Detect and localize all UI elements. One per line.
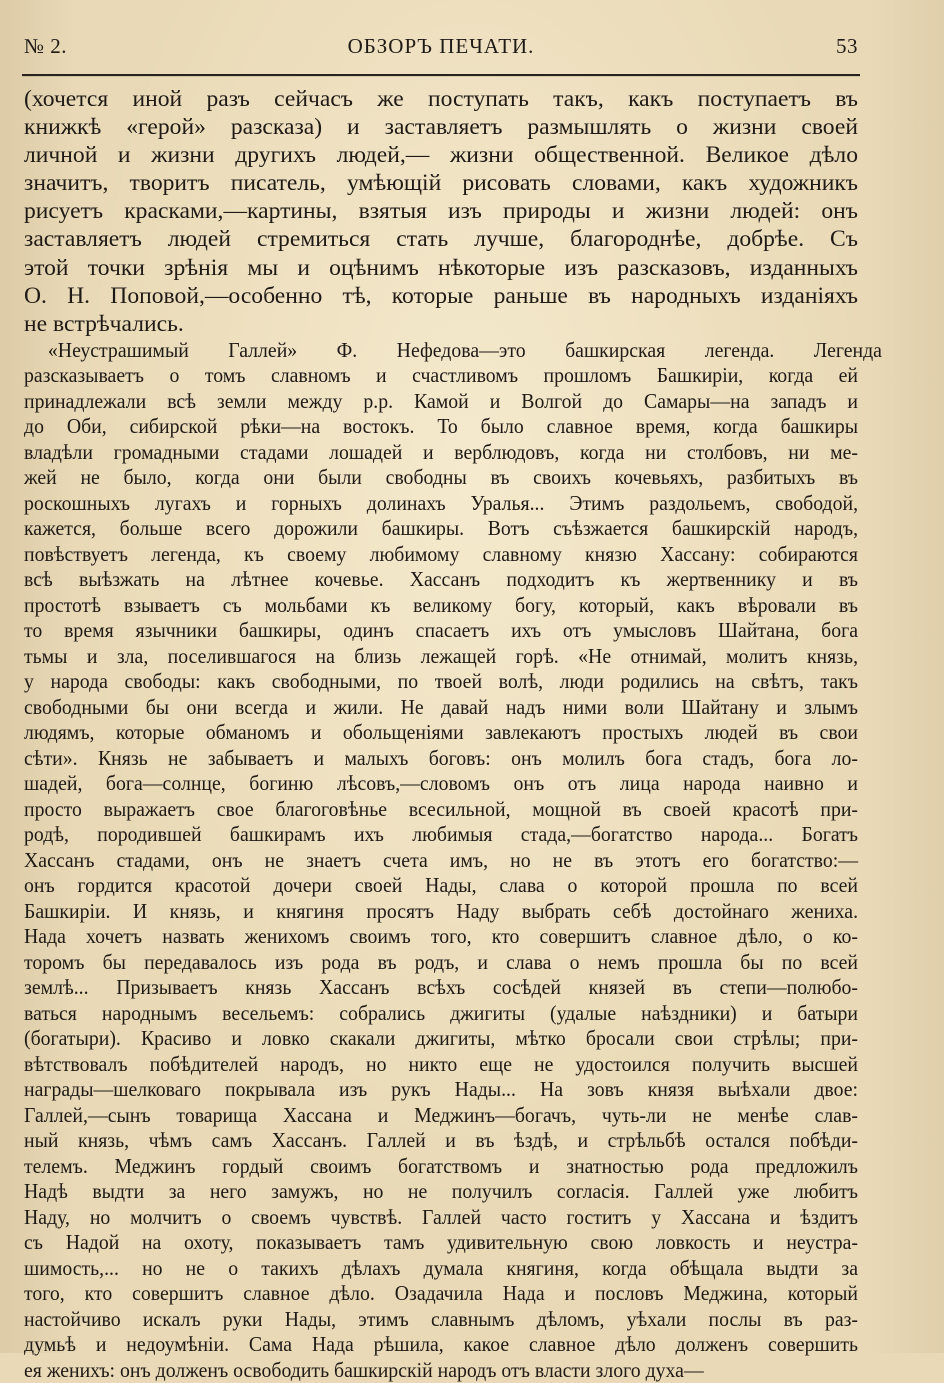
text-line: ваться народнымъ весельемъ: собрались джигиты (удалые наѣздники) и батыри: [24, 1000, 859, 1025]
text-line: Наду, но молчитъ о своемъ чувствѣ. Галлей часто гоститъ у Хассана и ѣздитъ: [24, 1204, 859, 1229]
text-line: жей не было, когда они были свободны въ своихъ кочевьяхъ, разбитыхъ въ: [24, 465, 859, 490]
text-line: О. Н. Поповой,—особенно тѣ, которые раньше въ народныхъ изданіяхъ: [24, 282, 858, 309]
text-line: разсказываетъ о томъ славномъ и счастливомъ прошломъ Башкиріи, когда ей: [24, 363, 859, 388]
issue-number: № 2.: [24, 34, 68, 58]
text-line: владѣли громадными стадами лошадей и верблюдовъ, когда ни столбовъ, ни ме-: [24, 439, 859, 464]
text-line: роскошныхъ лугахъ и горныхъ долинахъ Уралья... Этимъ раздольемъ, свободой,: [24, 490, 859, 515]
text-line: телемъ. Меджинъ гордый своимъ богатствомъ и знатностью рода предложилъ: [24, 1153, 859, 1178]
paragraph-1: [24, 85, 858, 338]
text-line: принадлежали всѣ земли между р.р. Камой и Волгой до Самары—на западъ и: [24, 388, 859, 413]
running-title: ОБЗОРЪ ПЕЧАТИ.: [347, 34, 535, 58]
text-line: торомъ бы передавалось изъ рода въ родъ, и слава о немъ прошла бы по всей: [24, 949, 859, 974]
text-line: книжкѣ «герой» разсказа) и заставляетъ размышлять о жизни своей: [24, 114, 858, 141]
text-line: землѣ... Призываетъ князь Хассанъ всѣхъ сосѣдей князей въ степи—полюбо-: [24, 975, 859, 1000]
text-line: настойчиво искалъ руки Нады, этимъ славнымъ дѣломъ, уѣхали послы въ раз-: [24, 1306, 859, 1331]
text-line: награды—шелковаго покрывала изъ рукъ Нады... На зовъ князя выѣхали двое:: [24, 1077, 859, 1102]
text-line: шадей, бога—солнце, богиню лѣсовъ,—словомъ онъ отъ лица народа наивно и: [24, 771, 859, 796]
text-line: родѣ, породившей башкирамъ ихъ любимыя стада,—богатство народа... Богатъ: [24, 822, 859, 847]
text-line: до Оби, сибирской рѣки—на востокъ. То было славное время, когда башкиры: [24, 414, 859, 439]
page-header: [24, 34, 858, 66]
header-rule: [22, 74, 860, 76]
page-number: 53: [836, 34, 858, 58]
text-line: думьѣ и недоумѣніи. Сама Нада рѣшила, какое славное дѣло долженъ совершить: [24, 1332, 859, 1357]
text-line: свободными бы они всегда и жили. Не давай надъ ними воли Шайтану и злымъ: [24, 694, 859, 719]
text-line: (хочется иной разъ сейчасъ же поступать такъ, какъ поступаетъ въ: [24, 86, 858, 112]
text-line: того, кто совершитъ славное дѣло. Озадачила Нада и пословъ Меджина, который: [24, 1281, 859, 1306]
text-line: Нада хочетъ назвать женихомъ своимъ того, кто совершитъ славное дѣло, о ко-: [24, 924, 859, 949]
text-line: (богатыри). Красиво и ловко скакали джигиты, мѣтко бросали свои стрѣлы; при-: [24, 1026, 859, 1051]
text-line: онъ гордится красотой дочери своей Нады, слава о которой прошла по всей: [24, 873, 859, 898]
text-line: просто выражаетъ свое благоговѣнье всесильной, мощной въ своей красотѣ при-: [24, 796, 859, 821]
text-line: Галлей,—сынъ товарища Хассана и Меджинъ—богачъ, чуть-ли не менѣе слав-: [24, 1102, 859, 1127]
text-line: повѣствуетъ легенда, къ своему любимому славному князю Хассану: собираются: [24, 541, 859, 566]
text-line: тьмы и зла, поселившагося на близь лежащей горѣ. «Не отнимай, молитъ князь,: [24, 643, 859, 668]
text-line: личной и жизни другихъ людей,— жизни общественной. Великое дѣло: [24, 142, 858, 169]
text-line: кажется, больше всего дорожили башкиры. Вотъ съѣзжается башкирскій народъ,: [24, 516, 859, 541]
paragraph-2: [24, 337, 882, 1383]
text-line: не встрѣчались.: [24, 310, 184, 337]
text-line: рисуетъ красками,—картины, взятыя изъ природы и жизни людей: онъ: [24, 198, 858, 225]
text-line: у народа свободы: какъ свободными, по твоей волѣ, люди родились на свѣтъ, такъ: [24, 669, 859, 694]
text-line: сѣти». Князь не забываетъ и малыхъ боговъ: онъ молилъ бога стадъ, бога ло-: [24, 745, 859, 770]
text-line: этой точки зрѣнія мы и оцѣнимъ нѣкоторые изъ разсказовъ, изданныхъ: [24, 254, 858, 281]
text-line: всѣ выѣзжать на лѣтнее кочевье. Хассанъ подходитъ къ жертвеннику и въ: [24, 567, 859, 592]
text-line: ея женихъ: онъ долженъ освободить башкирскій народъ отъ власти злого духа—: [24, 1357, 704, 1382]
text-line: ный князь, чѣмъ самъ Хассанъ. Галлей и въ ѣздѣ, и стрѣльбѣ остался побѣди-: [24, 1128, 859, 1153]
text-line: Башкиріи. И князь, и княгиня просятъ Наду выбрать себѣ достойнаго жениха.: [24, 898, 859, 923]
text-line: простотѣ взываетъ съ мольбами къ великому богу, который, какъ вѣровали въ: [24, 592, 859, 617]
text-line: людямъ, которые обманомъ и обольщеніями завлекаютъ простыхъ людей въ свои: [24, 720, 859, 745]
text-line: вѣтствовалъ побѣдителей народъ, но никто еще не удостоился получить высшей: [24, 1051, 859, 1076]
text-line: заставляетъ людей стремиться стать лучше, благороднѣе, добрѣе. Съ: [24, 226, 858, 253]
text-line: съ Надой на охоту, показываетъ тамъ удивительную свою ловкость и неустра-: [24, 1230, 859, 1255]
text-line: Хассанъ стадами, онъ не знаетъ счета имъ, но не въ этотъ его богатство:—: [24, 847, 859, 872]
text-line: то время язычники башкиры, одинъ спасаетъ ихъ отъ умысловъ Шайтана, бога: [24, 618, 859, 643]
text-line: Надѣ выдти за него замужъ, но не получилъ согласія. Галлей уже любитъ: [24, 1179, 859, 1204]
text-line: «Неустрашимый Галлей» Ф. Нефедова—это башкирская легенда. Легенда: [47, 337, 882, 362]
text-line: значитъ, творитъ писатель, умѣющій рисовать словами, какъ художникъ: [24, 170, 858, 197]
text-line: шимость,... но не о такихъ дѣлахъ думала княгиня, когда обѣщала выдти за: [24, 1255, 859, 1280]
page-body: [24, 85, 882, 1382]
